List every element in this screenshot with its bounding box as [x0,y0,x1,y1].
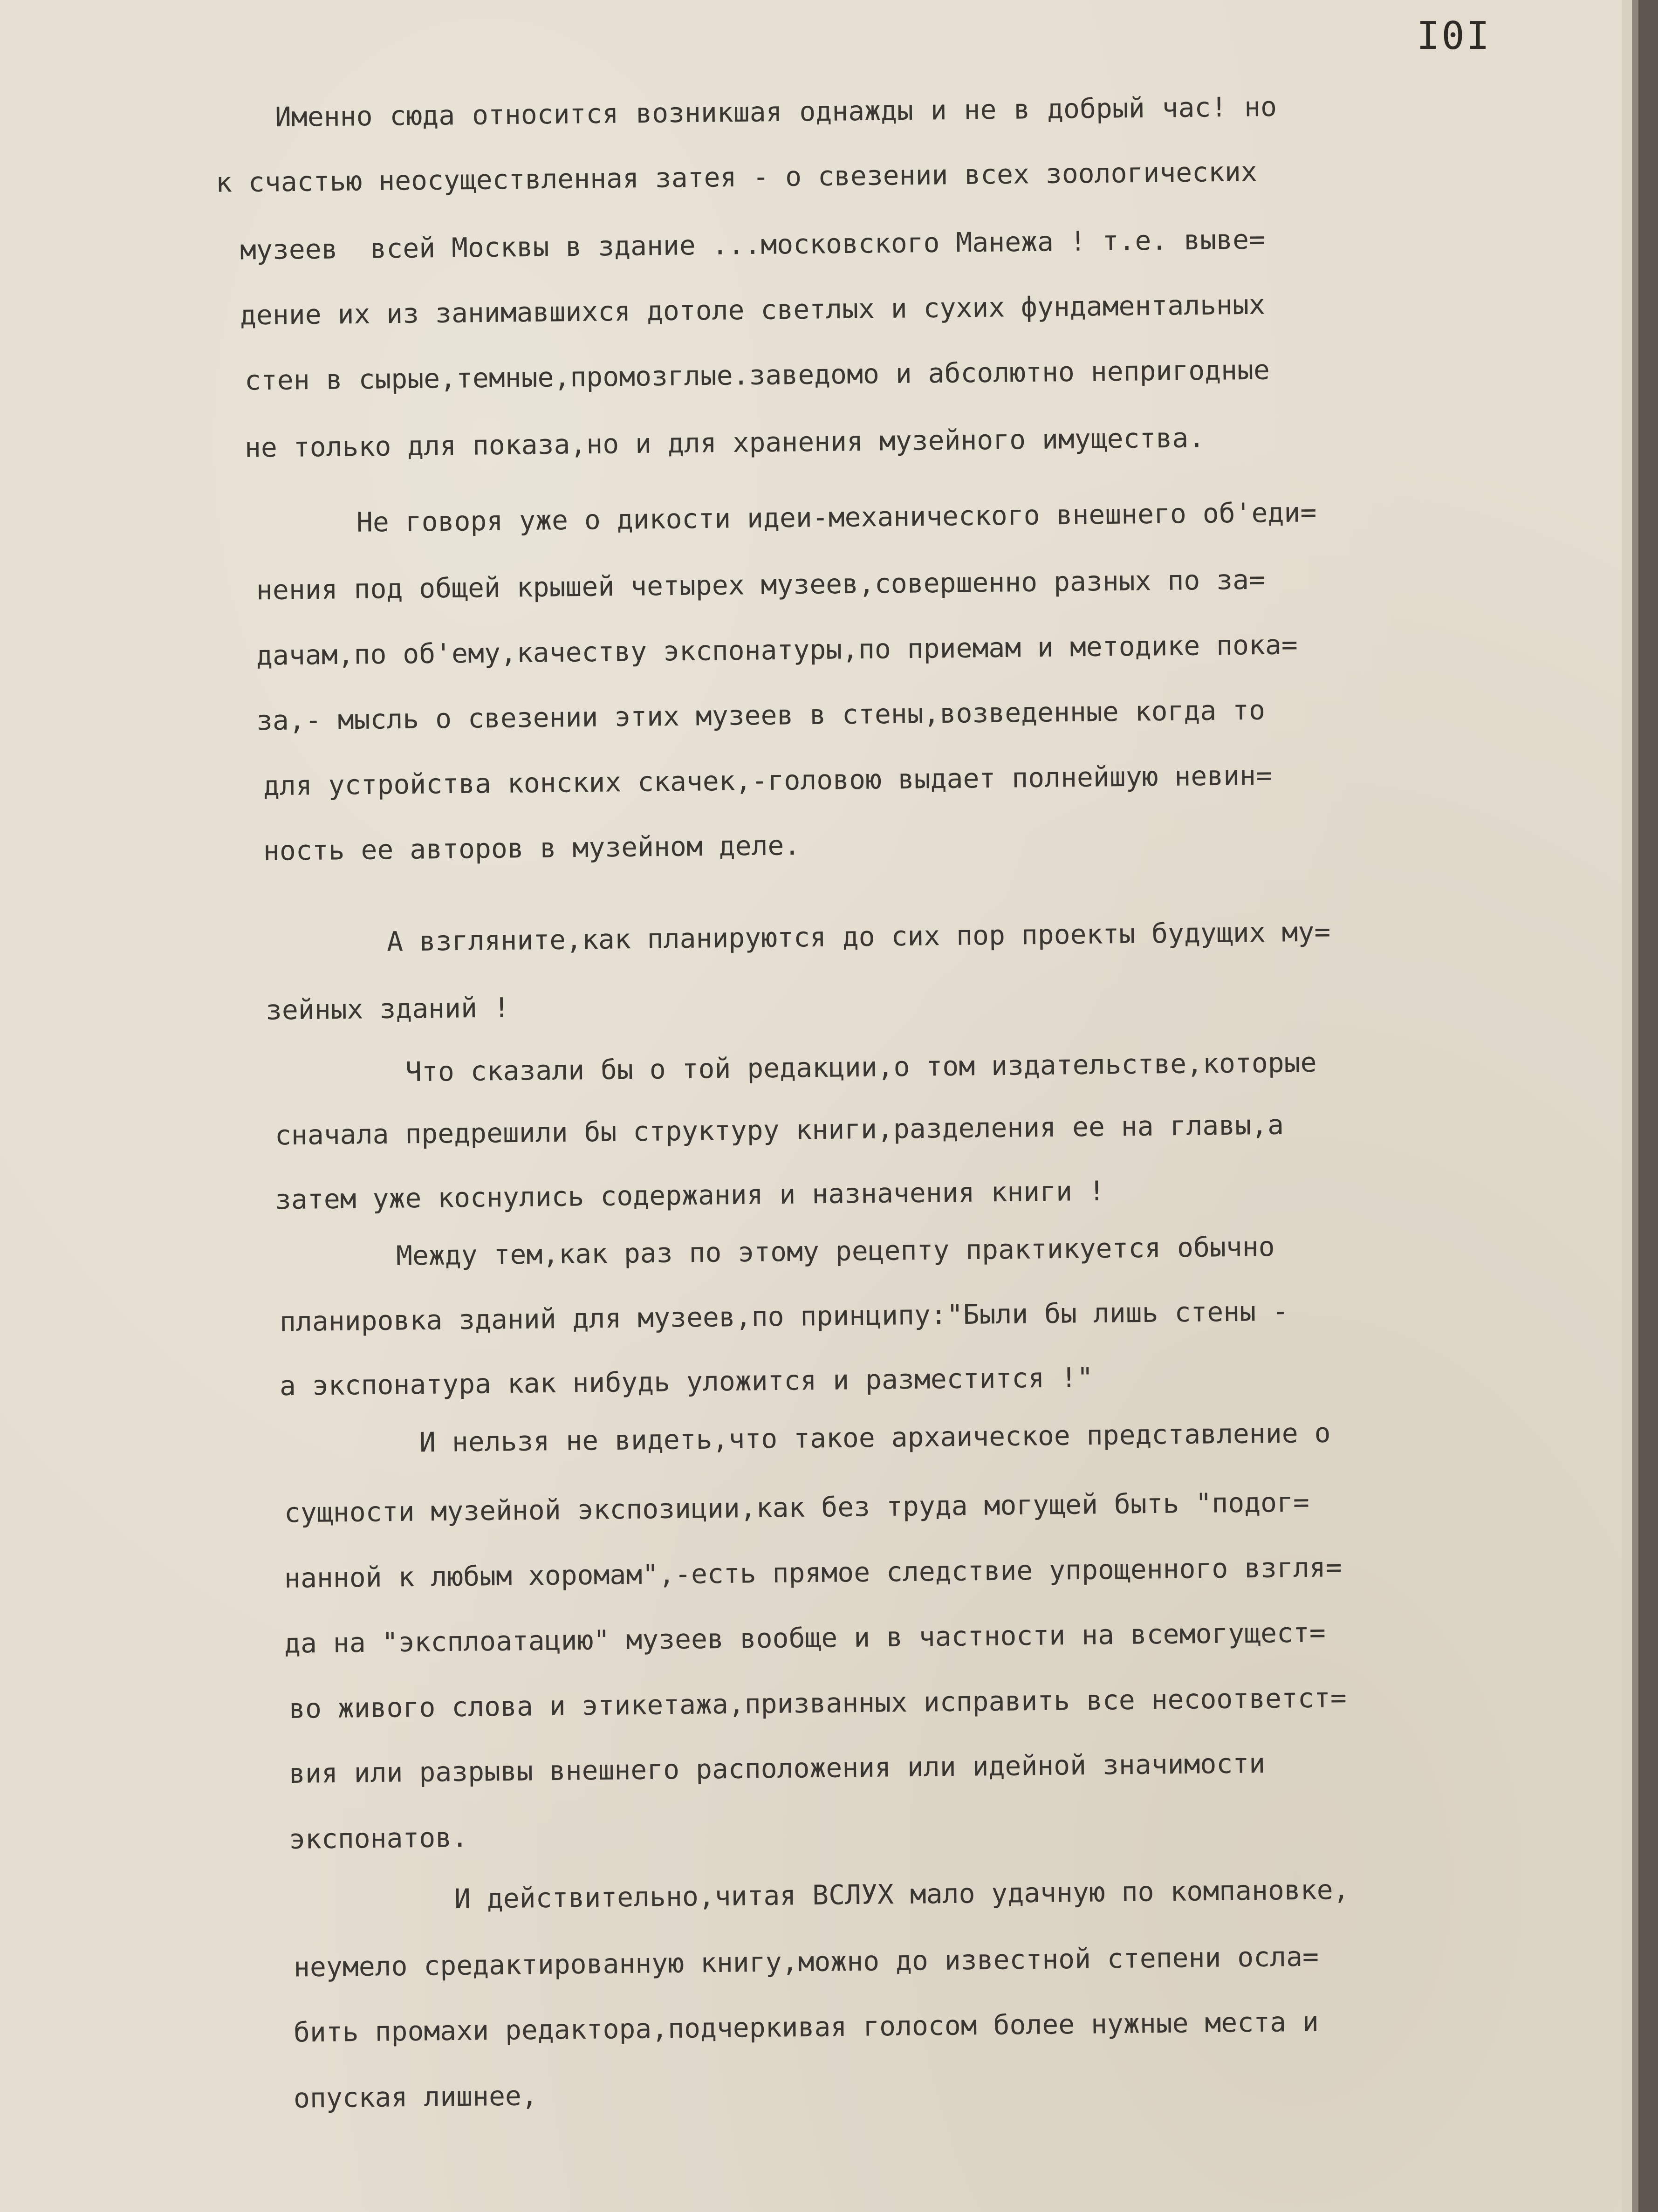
text-line: нанной к любым хоромам",-есть прямое следствие упрощенного взгля= [284,1551,1343,1594]
page-number: I0I [1417,14,1492,58]
text-line: для устройства конских скачек,-головою выдает полнейшую невин= [263,759,1273,802]
text-line: зейных зданий ! [265,992,510,1026]
paper-stack-shadow [1632,0,1638,2212]
text-line: Именно сюда относится возникшая однажды и не в добрый час! но [274,90,1277,133]
text-line: ность ее авторов в музейном деле. [263,829,801,867]
text-line: дение их из занимавшихся дотоле светлых и сухих фундаментальных [240,288,1266,331]
text-line: неумело средактированную книгу,можно до известной степени осла= [293,1940,1319,1983]
text-line: экспонатов. [288,1821,468,1856]
text-line: не только для показа,но и для хранения музейного имущества. [244,422,1205,464]
text-line: затем уже коснулись содержания и назначения книги ! [274,1175,1105,1216]
text-line: опуская лишнее, [293,2080,538,2114]
paper-stack-edge [1622,0,1632,2212]
text-line: сначала предрешили бы структуру книги,разделения ее на главы,а [274,1109,1284,1151]
text-line: сущности музейной экспозиции,как без труда могущей быть "подог= [284,1486,1310,1529]
text-line: бить промахи редактора,подчеркивая голосом более нужные места и [293,2006,1319,2048]
text-line: стен в сырые,темные,промозглые.заведомо и абсолютно непригодные [244,354,1270,397]
text-line: а экспонатура как нибудь уложится и разместится !" [279,1361,1094,1402]
text-line: музеев всей Москвы в здание ...московского Манежа ! т.е. выве= [240,223,1266,266]
text-line: дачам,по об'ему,качеству экспонатуры,по приемам и методике пока= [256,629,1298,671]
text-line: нения под общей крышей четырех музеев,совершенно разных по за= [256,563,1266,606]
text-line: И действительно,читая ВСЛУХ мало удачную по компановке, [454,1873,1350,1915]
text-line: к счастью неосуществленная затея - о свезении всех зоологических [215,156,1258,199]
text-line: планировка зданий для музеев,по принципу:"Были бы лишь стены - [279,1295,1289,1338]
text-line: Не говоря уже о дикости идеи-механического внешнего об'еди= [356,496,1317,538]
text-line: за,- мысль о свезении этих музеев в стены,возведенные когда то [256,694,1266,737]
text-line: И нельзя не видеть,что такое архаическое представление о [419,1417,1331,1459]
text-line: во живого слова и этикетажа,призванных исправить все несоответст= [288,1682,1347,1725]
text-line: Между тем,как раз по этому рецепту практикуется обычно [396,1231,1275,1272]
text-line: да на "эксплоатацию" музеев вообще и в частности на всемогущест= [284,1616,1326,1659]
text-line: вия или разрывы внешнего расположения или идейной значимости [288,1747,1266,1789]
text-line: А взгляните,как планируются до сих пор проекты будущих му= [386,916,1331,958]
text-line: Что сказали бы о той редакции,о том издательстве,которые [405,1046,1317,1088]
binder-edge [1638,0,1658,2212]
